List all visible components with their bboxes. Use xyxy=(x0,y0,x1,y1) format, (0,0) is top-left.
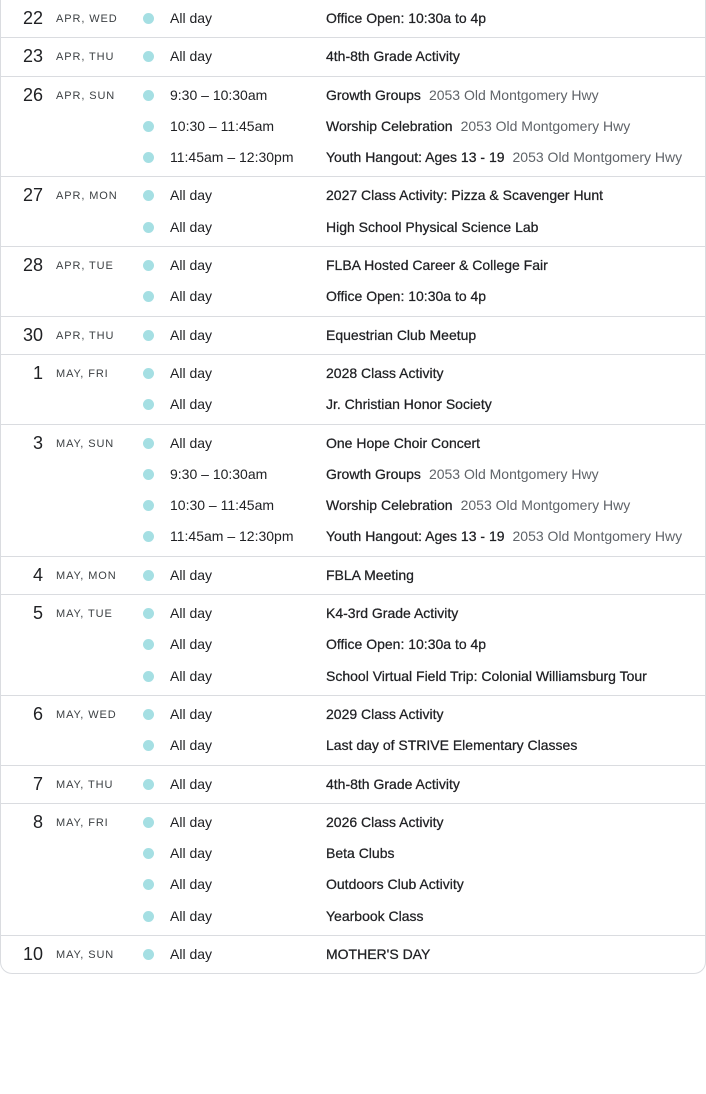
event-row[interactable] xyxy=(1,629,705,660)
event-title-wrap xyxy=(326,3,486,34)
event-time: All day xyxy=(170,187,213,204)
day-number[interactable]: 4 xyxy=(32,564,43,585)
event-row[interactable] xyxy=(1,838,705,869)
event-color-dot-icon xyxy=(143,190,154,201)
day-group xyxy=(1,803,705,935)
event-time: All day xyxy=(170,737,213,754)
event-time: All day xyxy=(170,364,213,381)
day-group xyxy=(1,935,705,973)
day-group xyxy=(1,765,705,803)
event-title-wrap xyxy=(326,598,458,629)
event-row[interactable] xyxy=(1,80,705,111)
event-color-dot-icon xyxy=(143,368,154,379)
event-time: All day xyxy=(170,326,213,343)
event-title[interactable]: MOTHER'S DAY xyxy=(326,946,431,963)
event-row[interactable] xyxy=(1,320,705,351)
event-row[interactable] xyxy=(1,869,705,900)
event-title[interactable]: Office Open: 10:30a to 4p xyxy=(326,10,487,26)
event-row[interactable] xyxy=(1,41,705,72)
event-title-wrap xyxy=(326,807,444,838)
event-row[interactable] xyxy=(1,807,705,838)
event-title[interactable]: High School Physical Science Lab xyxy=(326,218,539,235)
event-row[interactable] xyxy=(1,490,705,521)
event-row[interactable] xyxy=(1,598,705,629)
day-label: MAY, FRI xyxy=(56,367,109,380)
event-title[interactable]: One Hope Choir Concert xyxy=(326,434,481,451)
event-color-dot-icon xyxy=(143,152,154,163)
event-location: 2053 Old Montgomery Hwy xyxy=(460,117,631,134)
day-label: MAY, THU xyxy=(56,778,114,791)
day-group xyxy=(1,556,705,594)
event-title[interactable]: Growth Groups xyxy=(326,86,421,103)
day-label: APR, THU xyxy=(56,51,115,64)
event-color-dot-icon xyxy=(143,438,154,449)
event-location: 2053 Old Montgomery Hwy xyxy=(512,528,683,545)
event-row[interactable] xyxy=(1,939,705,970)
event-time: 9:30 – 10:30am xyxy=(170,86,268,103)
event-color-dot-icon xyxy=(143,399,154,410)
day-group xyxy=(1,76,705,177)
event-title-wrap xyxy=(326,730,577,761)
event-title-wrap xyxy=(326,389,492,420)
event-row[interactable] xyxy=(1,281,705,312)
day-label: MAY, SUN xyxy=(56,437,115,450)
event-color-dot-icon xyxy=(143,608,154,619)
event-row[interactable] xyxy=(1,901,705,932)
event-time: All day xyxy=(170,845,213,862)
event-title-wrap xyxy=(326,111,630,142)
event-time: 9:30 – 10:30am xyxy=(170,465,268,482)
event-row[interactable] xyxy=(1,560,705,591)
event-color-dot-icon xyxy=(143,879,154,890)
event-title-wrap xyxy=(326,560,414,591)
event-title[interactable]: FBLA Meeting xyxy=(326,566,414,583)
event-title[interactable]: Youth Hangout: Ages 13 - 19 xyxy=(326,528,505,545)
event-title[interactable]: 2029 Class Activity xyxy=(326,705,444,722)
event-color-dot-icon xyxy=(143,51,154,62)
day-label: APR, MON xyxy=(56,190,118,203)
event-row[interactable] xyxy=(1,250,705,281)
event-color-dot-icon xyxy=(143,469,154,480)
event-time: All day xyxy=(170,667,213,684)
day-number[interactable]: 3 xyxy=(32,432,43,453)
day-number[interactable]: 28 xyxy=(22,255,43,276)
day-number[interactable]: 10 xyxy=(22,944,43,965)
event-title[interactable]: Last day of STRIVE Elementary Classes xyxy=(326,737,578,754)
day-group xyxy=(1,424,705,556)
event-title[interactable]: Growth Groups xyxy=(326,465,421,482)
event-row[interactable] xyxy=(1,111,705,142)
event-color-dot-icon xyxy=(143,260,154,271)
day-label: MAY, MON xyxy=(56,569,117,582)
day-label: APR, THU xyxy=(56,329,115,342)
event-location: 2053 Old Montgomery Hwy xyxy=(460,497,631,514)
day-number[interactable]: 8 xyxy=(32,811,43,832)
event-title[interactable]: Beta Clubs xyxy=(326,845,395,862)
event-color-dot-icon xyxy=(143,222,154,233)
day-group xyxy=(1,695,705,765)
event-title[interactable]: Office Open: 10:30a to 4p xyxy=(326,636,487,653)
event-row[interactable] xyxy=(1,212,705,243)
event-title-wrap xyxy=(326,459,599,490)
event-row[interactable] xyxy=(1,3,705,34)
event-location: 2053 Old Montgomery Hwy xyxy=(512,149,683,166)
event-time: 10:30 – 11:45am xyxy=(170,497,275,514)
day-label: APR, WED xyxy=(56,13,118,25)
day-group xyxy=(1,246,705,316)
day-group xyxy=(1,0,705,37)
event-time: All day xyxy=(170,396,213,413)
event-row[interactable] xyxy=(1,699,705,730)
event-color-dot-icon xyxy=(143,911,154,922)
event-title-wrap xyxy=(326,838,394,869)
day-group xyxy=(1,594,705,695)
event-title[interactable]: Worship Celebration xyxy=(326,117,453,134)
day-number[interactable]: 6 xyxy=(32,703,43,724)
day-number[interactable]: 5 xyxy=(32,603,43,624)
event-time: 10:30 – 11:45am xyxy=(170,117,275,134)
event-color-dot-icon xyxy=(143,639,154,650)
event-title[interactable]: K4-3rd Grade Activity xyxy=(326,605,459,622)
day-label: MAY, FRI xyxy=(56,816,109,829)
event-row[interactable] xyxy=(1,521,705,552)
event-color-dot-icon xyxy=(143,121,154,132)
event-row[interactable] xyxy=(1,428,705,459)
event-title-wrap xyxy=(326,661,647,692)
day-number[interactable]: 30 xyxy=(22,324,43,345)
event-color-dot-icon xyxy=(143,740,154,751)
event-title-wrap xyxy=(326,521,682,552)
event-row[interactable] xyxy=(1,358,705,389)
event-title[interactable]: FLBA Hosted Career & College Fair xyxy=(326,257,548,274)
event-time: All day xyxy=(170,10,213,26)
event-title-wrap xyxy=(326,212,538,243)
day-number[interactable]: 22 xyxy=(22,8,43,28)
day-group xyxy=(1,176,705,246)
day-label: MAY, TUE xyxy=(56,608,113,621)
day-label: MAY, SUN xyxy=(56,949,115,962)
event-color-dot-icon xyxy=(143,779,154,790)
event-title-wrap xyxy=(326,358,444,389)
event-title[interactable]: Equestrian Club Meetup xyxy=(326,326,477,343)
event-title[interactable]: 2028 Class Activity xyxy=(326,364,444,381)
event-color-dot-icon xyxy=(143,291,154,302)
event-title-wrap xyxy=(326,629,486,660)
event-color-dot-icon xyxy=(143,531,154,542)
event-color-dot-icon xyxy=(143,848,154,859)
event-row[interactable] xyxy=(1,769,705,800)
day-group xyxy=(1,354,705,424)
day-number[interactable]: 7 xyxy=(32,773,43,794)
day-number[interactable]: 23 xyxy=(22,46,43,67)
event-title-wrap xyxy=(326,41,460,72)
event-title[interactable]: School Virtual Field Trip: Colonial Williamsburg Tour xyxy=(326,667,647,684)
event-time: 11:45am – 12:30pm xyxy=(170,528,294,545)
event-color-dot-icon xyxy=(143,570,154,581)
event-title[interactable]: 2027 Class Activity: Pizza & Scavenger Hunt xyxy=(326,187,604,204)
event-time: All day xyxy=(170,605,213,622)
event-time: 11:45am – 12:30pm xyxy=(170,149,294,166)
event-color-dot-icon xyxy=(143,500,154,511)
event-title[interactable]: Outdoors Club Activity xyxy=(326,876,464,893)
event-time: All day xyxy=(170,907,213,924)
event-title[interactable]: Jr. Christian Honor Society xyxy=(326,396,492,413)
event-title-wrap xyxy=(326,180,603,211)
event-title-wrap xyxy=(326,869,464,900)
event-time: All day xyxy=(170,218,213,235)
event-color-dot-icon xyxy=(143,949,154,960)
day-label: APR, TUE xyxy=(56,260,114,273)
event-row[interactable] xyxy=(1,389,705,420)
event-time: All day xyxy=(170,48,213,65)
event-time: All day xyxy=(170,566,213,583)
event-time: All day xyxy=(170,946,213,963)
event-title-wrap xyxy=(326,428,480,459)
day-number[interactable]: 27 xyxy=(22,185,43,206)
event-time: All day xyxy=(170,636,213,653)
event-row[interactable] xyxy=(1,142,705,173)
event-time: All day xyxy=(170,257,213,274)
event-row[interactable] xyxy=(1,180,705,211)
event-color-dot-icon xyxy=(143,817,154,828)
event-title-wrap xyxy=(326,80,599,111)
event-title[interactable]: 4th-8th Grade Activity xyxy=(326,775,460,792)
event-title[interactable]: Office Open: 10:30a to 4p xyxy=(326,288,487,305)
day-label: MAY, WED xyxy=(56,708,117,721)
event-time: All day xyxy=(170,775,213,792)
event-row[interactable] xyxy=(1,661,705,692)
event-time: All day xyxy=(170,434,213,451)
event-row[interactable] xyxy=(1,459,705,490)
event-title-wrap xyxy=(326,250,548,281)
event-time: All day xyxy=(170,288,213,305)
event-color-dot-icon xyxy=(143,330,154,341)
event-color-dot-icon xyxy=(143,671,154,682)
event-time: All day xyxy=(170,813,213,830)
event-time: All day xyxy=(170,876,213,893)
event-color-dot-icon xyxy=(143,90,154,101)
event-title-wrap xyxy=(326,939,430,970)
event-title-wrap xyxy=(326,281,486,312)
event-color-dot-icon xyxy=(143,13,154,24)
event-time: All day xyxy=(170,705,213,722)
day-group xyxy=(1,316,705,354)
event-title[interactable]: 4th-8th Grade Activity xyxy=(326,48,460,65)
event-title-wrap xyxy=(326,901,424,932)
day-number[interactable]: 26 xyxy=(22,84,43,105)
day-number[interactable]: 1 xyxy=(32,362,43,383)
event-title[interactable]: Worship Celebration xyxy=(326,497,453,514)
day-label: APR, SUN xyxy=(56,89,116,102)
event-title[interactable]: Yearbook Class xyxy=(326,907,424,924)
event-title-wrap xyxy=(326,320,476,351)
event-title-wrap xyxy=(326,490,630,521)
event-title-wrap xyxy=(326,699,444,730)
event-title[interactable]: 2026 Class Activity xyxy=(326,813,444,830)
event-location: 2053 Old Montgomery Hwy xyxy=(428,86,599,103)
event-title-wrap xyxy=(326,142,682,173)
day-group xyxy=(1,37,705,75)
event-color-dot-icon xyxy=(143,709,154,720)
event-row[interactable] xyxy=(1,730,705,761)
event-title[interactable]: Youth Hangout: Ages 13 - 19 xyxy=(326,149,505,166)
event-title-wrap xyxy=(326,769,460,800)
event-location: 2053 Old Montgomery Hwy xyxy=(428,465,599,482)
